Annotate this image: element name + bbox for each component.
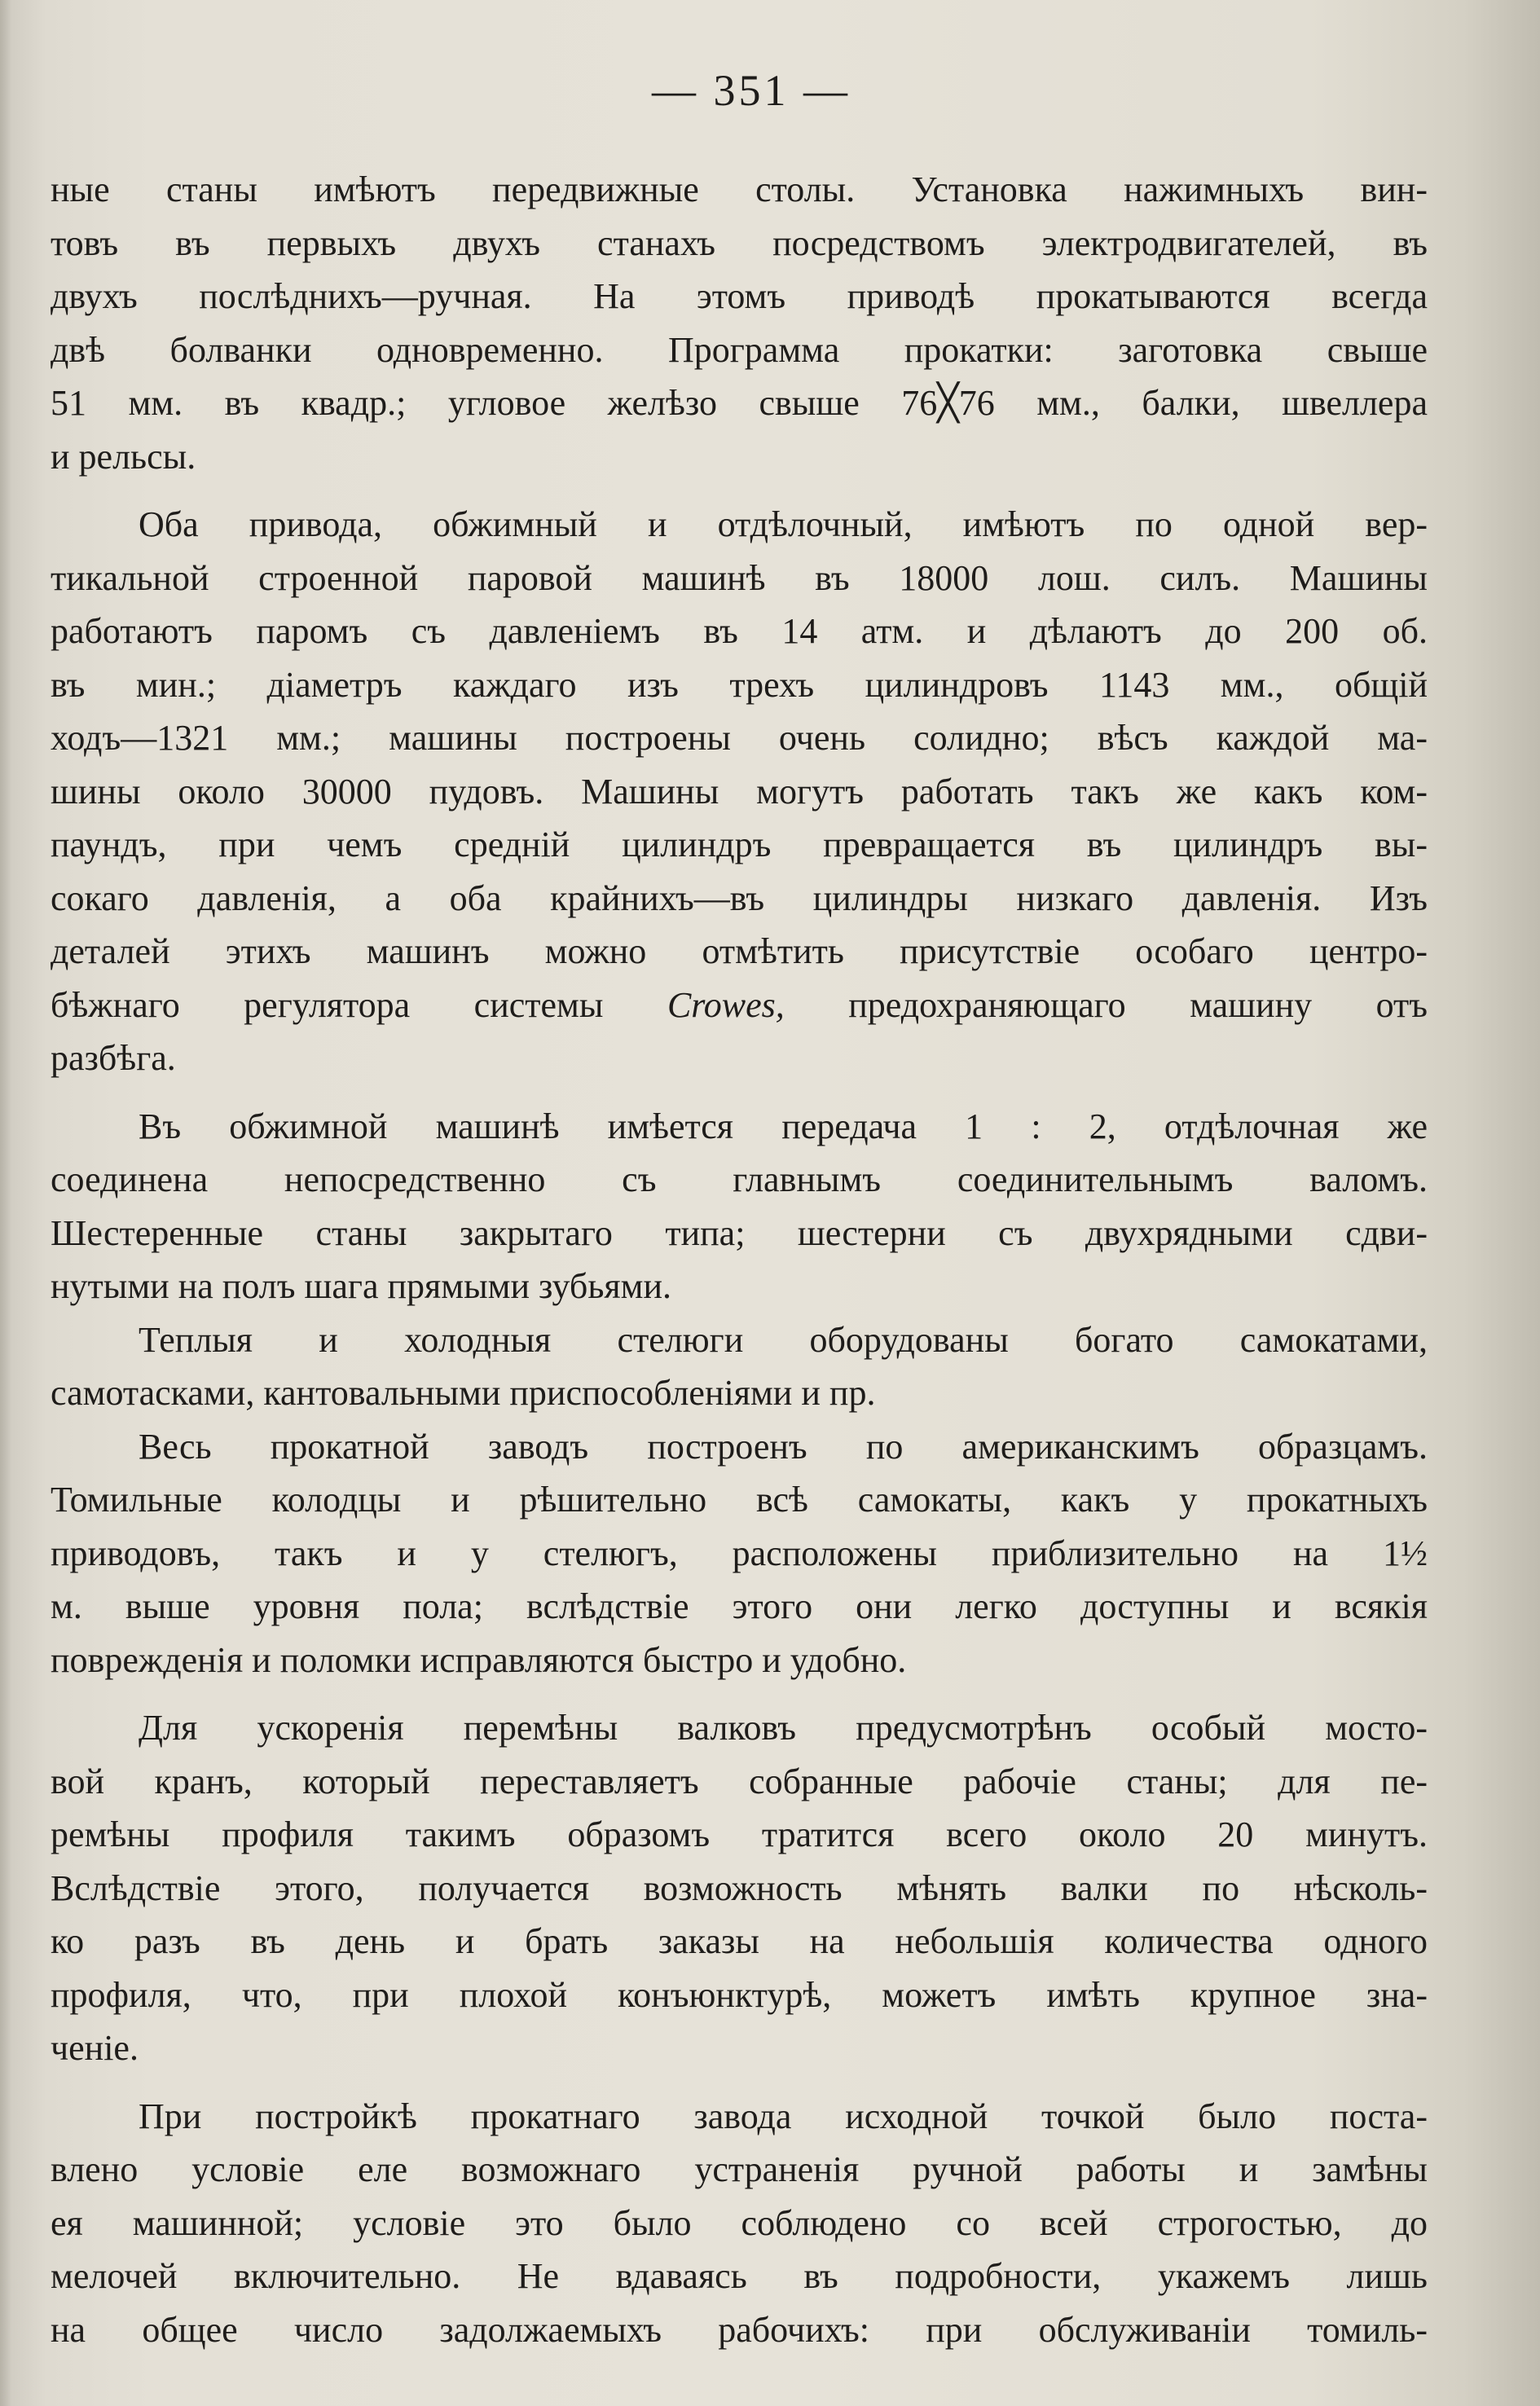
text-line: въ мин.; діаметръ каждаго изъ трехъ цилиндровъ 1143 мм., общій xyxy=(51,664,1428,705)
text-line: мелочей включительно. Не вдаваясь въ подробности, укажемъ лишь xyxy=(51,2256,1428,2296)
text-line: и рельсы. xyxy=(51,436,196,477)
text-line: самотасками, кантовальными приспособленіями и пр. xyxy=(51,1373,876,1413)
text-line: соединена непосредственно съ главнымъ соединительнымъ валомъ. xyxy=(51,1159,1428,1199)
text-line: тикальной строенной паровой машинѣ въ 18000 лош. силъ. Машины xyxy=(51,557,1428,598)
paragraph-2 xyxy=(51,498,1428,1085)
text-line: двухъ послѣднихъ—ручная. На этомъ приводѣ прокатываются всегда xyxy=(51,276,1428,316)
paragraph-5 xyxy=(51,1420,1428,1687)
text-line: шины около 30000 пудовъ. Машины могутъ работать такъ же какъ ком- xyxy=(51,771,1428,812)
paragraph-4 xyxy=(51,1313,1428,1420)
page-gutter-shadow xyxy=(0,0,11,2406)
text-line: м. выше уровня пола; вслѣдствіе этого они легко доступны и всякія xyxy=(51,1586,1428,1626)
italic-word-crowes: Crowes, xyxy=(667,984,785,1025)
book-page xyxy=(51,65,1428,2379)
line-head: бѣжнаго регулятора системы xyxy=(51,984,667,1025)
text-line: Теплыя и холодныя стелюги оборудованы богато самокатами, xyxy=(139,1319,1428,1360)
text-line: приводовъ, такъ и у стелюгъ, расположены приблизительно на 1½ xyxy=(51,1533,1428,1573)
text-line: влено условіе еле возможнаго устраненія ручной работы и замѣны xyxy=(51,2149,1428,2189)
text-line: Оба привода, обжимный и отдѣлочный, имѣютъ по одной вер- xyxy=(139,504,1428,544)
text-line: разбѣга. xyxy=(51,1038,176,1078)
text-line: на общее число задолжаемыхъ рабочихъ: при обслуживаніи томиль- xyxy=(51,2309,1428,2350)
text-line: паундъ, при чемъ средній цилиндръ превращается въ цилиндръ вы- xyxy=(51,825,1428,864)
text-line: ные станы имѣютъ передвижные столы. Установка нажимныхъ вин- xyxy=(51,169,1428,209)
text-line: ремѣны профиля такимъ образомъ тратится всего около 20 минутъ. xyxy=(51,1814,1428,1854)
text-line: При постройкѣ прокатнаго завода исходной точкой было поста- xyxy=(139,2096,1428,2136)
text-line: Вслѣдствіе этого, получается возможность мѣнять валки по нѣсколь- xyxy=(51,1867,1428,1908)
paragraph-1 xyxy=(51,163,1428,483)
text-line: Томильные колодцы и рѣшительно всѣ самокаты, какъ у прокатныхъ xyxy=(51,1480,1428,1520)
text-line: деталей этихъ машинъ можно отмѣтить присутствіе особаго центро- xyxy=(51,931,1428,971)
text-line: ченіе. xyxy=(51,2028,139,2068)
text-line: ея машинной; условіе это было соблюдено со всей строгостью, до xyxy=(51,2202,1428,2243)
text-line: ходъ—1321 мм.; машины построены очень солидно; вѣсъ каждой ма- xyxy=(51,718,1428,758)
text-line: товъ въ первыхъ двухъ станахъ посредствомъ электродвигателей, въ xyxy=(51,222,1428,263)
text-line-with-italic xyxy=(51,979,1428,1032)
paragraph-3 xyxy=(51,1100,1428,1313)
paragraph-6 xyxy=(51,1701,1428,2075)
text-line: работаютъ паромъ съ давленіемъ въ 14 атм. и дѣлаютъ до 200 об. xyxy=(51,611,1428,651)
text-line: Весь прокатной заводъ построенъ по американскимъ образцамъ. xyxy=(139,1426,1428,1467)
text-line: поврежденія и поломки исправляются быстро и удобно. xyxy=(51,1639,907,1680)
text-line: ко разъ въ день и брать заказы на небольшія количества одного xyxy=(51,1921,1428,1961)
body-text xyxy=(51,163,1428,2356)
text-line: профиля, что, при плохой конъюнктурѣ, можетъ имѣть крупное зна- xyxy=(51,1974,1428,2015)
text-line: Шестеренные станы закрытаго типа; шестерни съ двухрядными сдви- xyxy=(51,1212,1428,1253)
paragraph-7 xyxy=(51,2090,1428,2357)
text-line: Въ обжимной машинѣ имѣется передача 1 : 2, отдѣлочная же xyxy=(139,1106,1428,1146)
text-line: сокаго давленія, а оба крайнихъ—въ цилиндры низкаго давленія. Изъ xyxy=(51,878,1428,918)
text-line: вой кранъ, который переставляетъ собранные рабочіе станы; для пе- xyxy=(51,1761,1428,1801)
text-line: 51 мм. въ квадр.; угловое желѣзо свыше 76╳76 мм., балки, швеллера xyxy=(51,383,1428,423)
text-line: нутыми на полъ шага прямыми зубьями. xyxy=(51,1266,672,1306)
text-line: Для ускоренія перемѣны валковъ предусмотрѣнъ особый мосто- xyxy=(139,1708,1428,1748)
page-number: — 351 — xyxy=(652,66,851,115)
text-line: двѣ болванки одновременно. Программа прокатки: заготовка свыше xyxy=(51,329,1428,370)
line-tail: предохраняющаго машину отъ xyxy=(784,984,1428,1025)
